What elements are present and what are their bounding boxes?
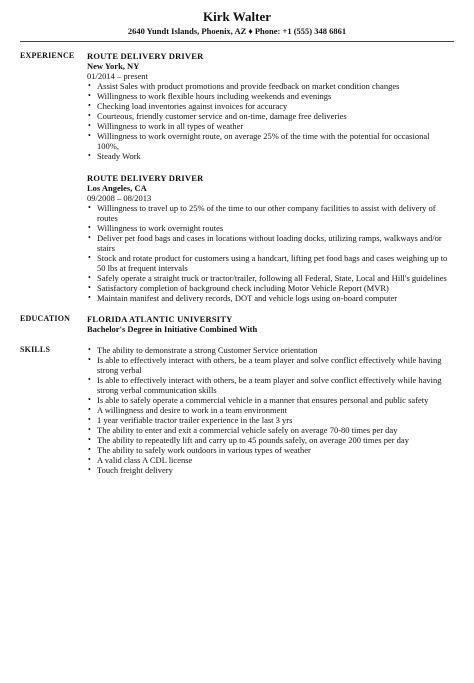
bullet-icon: •	[88, 81, 91, 90]
header-divider	[20, 41, 454, 42]
bullet-text: Satisfactory completion of background check including Motor Vehicle Report (MVR)	[97, 283, 389, 293]
job-dates: 09/2008 – 08/2013	[87, 193, 152, 203]
bullet-text: The ability to safely work outdoors in various types of weather	[97, 445, 311, 455]
list-item	[87, 203, 452, 223]
list-item	[87, 455, 452, 465]
bullet-icon: •	[88, 91, 91, 100]
bullet-text: The ability to repeatedly lift and carry up to 45 pounds safely, on average 200 times per day	[97, 435, 409, 445]
bullet-text: Deliver pet food bags and cases in locations without loading docks, utilizing ramps, walkways and/or stairs	[97, 233, 442, 253]
degree-text: Bachelor's Degree in Initiative Combined With	[87, 324, 258, 334]
skills-bullets	[87, 345, 452, 475]
list-item	[87, 283, 452, 293]
job-dates: 01/2014 – present	[87, 71, 148, 81]
experience-body	[87, 51, 452, 303]
job-entry	[87, 173, 452, 303]
contact-line: 2640 Yundt Islands, Phoenix, AZ ♦ Phone: +1 (555) 348 6861	[127, 26, 347, 36]
bullet-text: Courteous, friendly customer service and on-time, damage free deliveries	[97, 111, 347, 121]
list-item	[87, 405, 452, 415]
bullet-icon: •	[88, 345, 91, 354]
bullet-icon: •	[88, 111, 91, 120]
bullet-text: Willingness to travel up to 25% of the time to our other company facilities to assist with delivery of routes	[97, 203, 436, 223]
experience-section	[20, 51, 452, 303]
list-item	[87, 465, 452, 475]
bullet-text: Is able to effectively interact with others, be a team player and solve conflict effectively while having strong verbal communication skills	[97, 375, 442, 395]
skills-section	[20, 345, 452, 475]
bullet-text: Steady Work	[97, 151, 141, 161]
education-body	[87, 314, 452, 334]
list-item	[87, 273, 452, 283]
bullet-icon: •	[88, 405, 91, 414]
list-item	[87, 253, 452, 273]
bullet-icon: •	[88, 415, 91, 424]
resume-header	[0, 0, 474, 37]
list-item	[87, 111, 452, 121]
bullet-icon: •	[88, 233, 91, 242]
job-title: ROUTE DELIVERY DRIVER	[87, 51, 204, 61]
bullet-text: Checking load inventories against invoices for accuracy	[97, 101, 288, 111]
bullet-icon: •	[88, 283, 91, 292]
bullet-icon: •	[88, 203, 91, 212]
bullet-icon: •	[88, 355, 91, 364]
list-item	[87, 395, 452, 405]
bullet-text: Is able to effectively interact with others, be a team player and solve conflict effectively while having strong verbal	[97, 355, 442, 375]
bullet-icon: •	[88, 435, 91, 444]
bullet-icon: •	[88, 425, 91, 434]
section-label-skills: SKILLS	[20, 345, 51, 354]
bullet-icon: •	[88, 293, 91, 302]
bullet-icon: •	[88, 465, 91, 474]
section-label-education: EDUCATION	[20, 314, 71, 323]
bullet-icon: •	[88, 223, 91, 232]
list-item	[87, 355, 452, 375]
bullet-icon: •	[88, 121, 91, 130]
bullet-text: Maintain manifest and delivery records, DOT and vehicle logs using on-board computer	[97, 293, 398, 303]
bullet-icon: •	[88, 131, 91, 140]
list-item	[87, 81, 452, 91]
list-item	[87, 425, 452, 435]
job-location: New York, NY	[87, 61, 140, 71]
list-item	[87, 121, 452, 131]
bullet-text: Willingness to work overnight routes	[97, 223, 224, 233]
list-item	[87, 293, 452, 303]
list-item	[87, 345, 452, 355]
candidate-name: Kirk Walter	[202, 9, 271, 24]
skills-body	[87, 345, 452, 475]
bullet-text: Safely operate a straight truck or tractor/trailer, following all Federal, State, Local and Hill's guidelines	[97, 273, 447, 283]
job-title: ROUTE DELIVERY DRIVER	[87, 173, 204, 183]
bullet-text: A willingness and desire to work in a team environment	[97, 405, 288, 415]
bullet-icon: •	[88, 273, 91, 282]
job-location: Los Angeles, CA	[87, 183, 147, 193]
school-name: FLORIDA ATLANTIC UNIVERSITY	[87, 314, 233, 324]
list-item	[87, 435, 452, 445]
section-label-experience: EXPERIENCE	[20, 51, 75, 60]
bullet-text: Is able to safely operate a commercial vehicle in a manner that ensures personal and public safety	[97, 395, 429, 405]
bullet-icon: •	[88, 445, 91, 454]
bullet-text: The ability to demonstrate a strong Customer Service orientation	[97, 345, 318, 355]
list-item	[87, 91, 452, 101]
bullet-text: Stock and rotate product for customers using a handcart, lifting pet food bags and cases weighing up to 50 lbs at frequent intervals	[97, 253, 448, 273]
bullet-text: Assist Sales with product promotions and provide feedback on market condition changes	[97, 81, 400, 91]
bullet-icon: •	[88, 101, 91, 110]
bullet-text: 1 year verifiable tractor trailer experience in the last 3 yrs	[97, 415, 293, 425]
list-item	[87, 415, 452, 425]
bullet-icon: •	[88, 151, 91, 160]
list-item	[87, 375, 452, 395]
bullet-icon: •	[88, 395, 91, 404]
bullet-text: Touch freight delivery	[97, 465, 173, 475]
bullet-text: Willingness to work flexible hours including weekends and evenings	[97, 91, 332, 101]
list-item	[87, 233, 452, 253]
job-entry	[87, 51, 452, 161]
job-bullets	[87, 81, 452, 161]
list-item	[87, 101, 452, 111]
education-section	[20, 314, 452, 334]
list-item	[87, 131, 452, 151]
list-item	[87, 445, 452, 455]
bullet-text: Willingness to work overnight route, on average 25% of the time with the potential for occasional 100%,	[97, 131, 430, 151]
bullet-icon: •	[88, 375, 91, 384]
bullet-icon: •	[88, 253, 91, 262]
job-bullets	[87, 203, 452, 303]
bullet-text: The ability to enter and exit a commercial vehicle safely on average 70-80 times per day	[97, 425, 398, 435]
list-item	[87, 151, 452, 161]
bullet-text: Willingness to work in all types of weather	[97, 121, 244, 131]
bullet-icon: •	[88, 455, 91, 464]
bullet-text: A valid class A CDL license	[97, 455, 193, 465]
list-item	[87, 223, 452, 233]
